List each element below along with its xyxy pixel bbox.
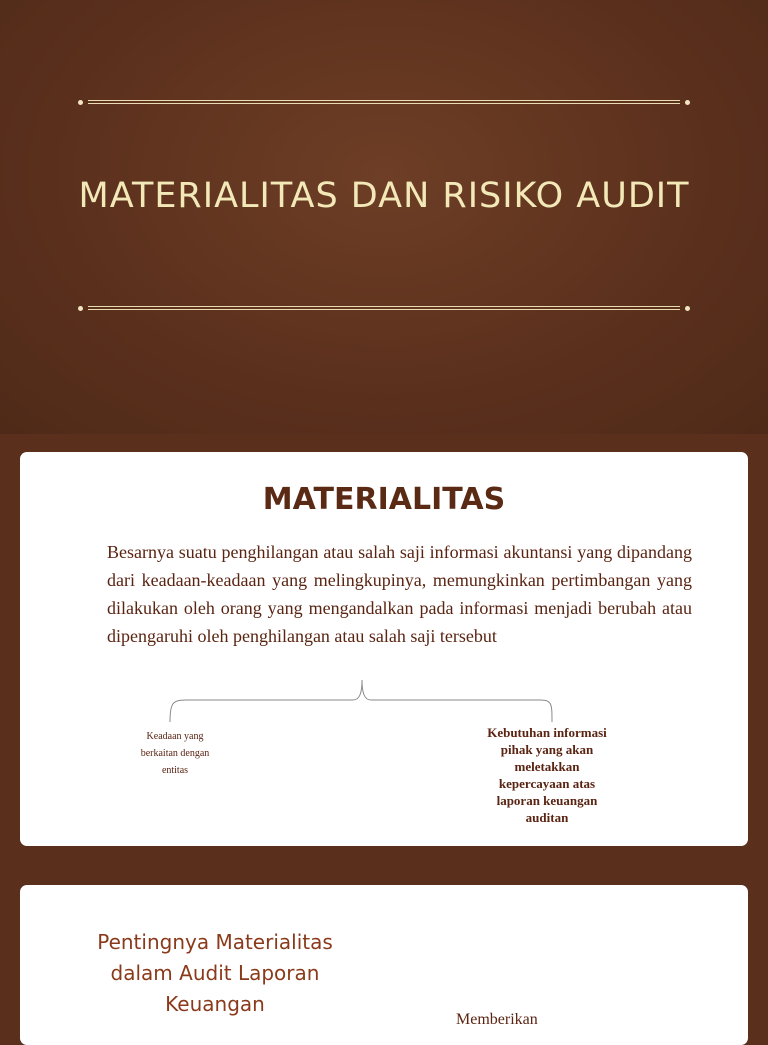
partial-body-text: Memberikan [456,1011,538,1028]
heading-line: dalam Audit Laporan [110,961,320,985]
divider-dot [78,306,83,311]
definition-paragraph: Besarnya suatu penghilangan atau salah saji informasi akuntansi yang dipandang dari keadaan-keadaan yang melingkupinya, memungkinkan pertimbangan yang dilakukan oleh orang yang mengandalkan pada informasi menjadi berubah atau dipengaruhi oleh penghilangan atau salah saji tersebut [107,542,692,646]
note-line: auditan [525,810,569,825]
divider-dot [78,100,83,105]
note-line: entitas [161,765,189,776]
note-line: Kebutuhan informasi [487,725,607,740]
note-line: meletakkan [514,759,580,774]
note-line: pihak yang akan [500,742,594,757]
right-note [475,724,619,826]
slide-heading: MATERIALITAS [262,482,506,517]
divider-dot [685,100,690,105]
note-line: Keadaan yang [146,731,204,742]
divider-line [88,103,680,104]
top-ornament-divider [78,99,690,105]
divider-line [88,306,680,307]
materialitas-slide [20,452,748,846]
heading-line: Pentingnya Materialitas [97,930,333,954]
note-line: laporan keuangan [496,793,598,808]
note-line: kepercayaan atas [498,776,596,791]
heading-line: Keuangan [165,992,265,1016]
divider-line [88,100,680,101]
importance-slide [20,885,748,1045]
note-line: berkaitan dengan [140,748,210,759]
divider-dot [685,306,690,311]
divider-line [88,309,680,310]
presentation-title: MATERIALITAS DAN RISIKO AUDIT [78,176,690,216]
left-note [120,728,230,779]
slide-heading [78,927,352,1020]
curly-brace-connector [168,678,558,724]
title-slide [0,0,768,434]
bottom-ornament-divider [78,305,690,311]
